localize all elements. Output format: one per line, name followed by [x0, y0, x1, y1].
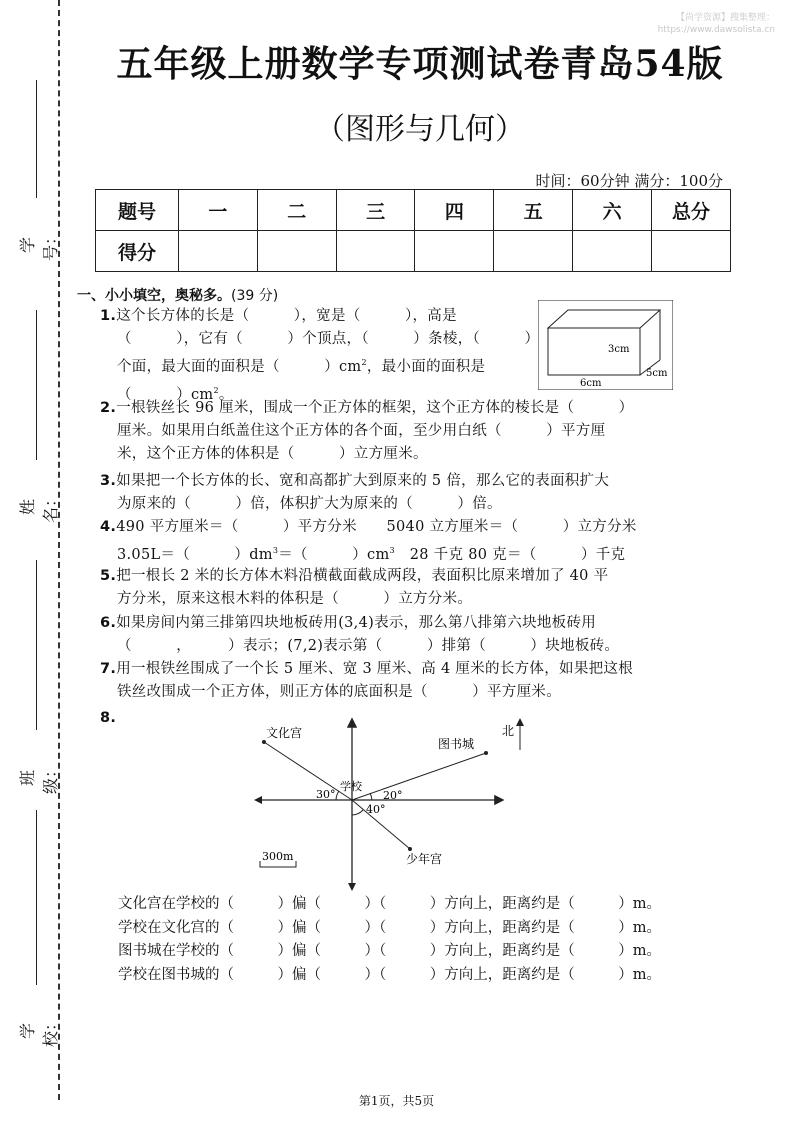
question-6 [100, 612, 619, 658]
scale-label: 300m [262, 850, 294, 863]
q4-line2b: ＝（ ）cm [278, 546, 390, 563]
q8-number: 8. [100, 710, 117, 726]
q8-answer-2: 学校在文化宫的（ ）偏（ ）（ ）方向上，距离约是（ ）m。 [118, 919, 661, 936]
section-1-points: (39 分) [231, 288, 279, 304]
score-col-1: 一 [179, 190, 258, 231]
q8-answer-3: 图书城在学校的（ ）偏（ ）（ ）方向上，距离约是（ ）m。 [118, 943, 661, 959]
arc-20 [370, 793, 372, 800]
cuboid-length-label: 6cm [580, 378, 602, 389]
score-col-6: 六 [573, 190, 652, 231]
score-header-label: 题号 [96, 190, 179, 231]
label-culture-palace: 文化宫 [266, 726, 303, 740]
q1-line4b: 。 [218, 386, 234, 403]
q8-answers [118, 893, 661, 987]
q6-line1: 如果房间内第三排第四块地板砖用(3,4)表示，那么第八排第六块地板砖用 [116, 615, 597, 631]
q5-line2: 方分米，原来这根木料的体积是（ ）立方分米。 [117, 591, 473, 607]
class-label: 班级： [18, 762, 60, 795]
score-col-2: 二 [257, 190, 336, 231]
question-4 [100, 516, 637, 567]
q1-line3b: ，最小面的面积是 [366, 358, 486, 375]
q2-line1: 一根铁丝长 96 厘米，围成一个正方体的框架，这个正方体的棱长是（ ） [116, 400, 634, 416]
score-cell[interactable] [336, 231, 415, 272]
score-cell[interactable] [573, 231, 652, 272]
q2-number: 2. [100, 400, 117, 416]
west-arrowhead [254, 796, 262, 804]
time-info: 时间：60分钟 满分：100分 [535, 172, 723, 190]
score-col-total: 总分 [652, 190, 731, 231]
q1-number: 1. [100, 308, 117, 324]
score-cell[interactable] [494, 231, 573, 272]
score-col-5: 五 [494, 190, 573, 231]
ray-library [352, 753, 486, 800]
question-3 [100, 470, 609, 516]
point-culture-palace [262, 740, 266, 744]
angle-40-label: 40° [366, 803, 386, 816]
q4-sup-1: 3 [272, 546, 279, 555]
name-line [36, 310, 37, 460]
name-label: 姓名： [18, 491, 60, 524]
label-school: 学校 [340, 780, 362, 793]
page-title: 五年级上册数学专项测试卷青岛54版 [116, 43, 724, 85]
question-7 [100, 658, 633, 704]
q6-line2: （ ， ）表示；(7,2)表示第（ ）排第（ ）块地板砖。 [117, 638, 620, 654]
cuboid-figure [538, 300, 673, 390]
q7-number: 7. [100, 661, 117, 677]
q8-answer-4: 学校在图书城的（ ）偏（ ）（ ）方向上，距离约是（ ）m。 [118, 966, 661, 983]
south-arrowhead [348, 883, 356, 891]
score-cell[interactable] [257, 231, 336, 272]
q7-line1: 用一根铁丝围成了一个长 5 厘米、宽 3 厘米、高 4 厘米的长方体，如果把这根 [116, 661, 634, 677]
score-col-3: 三 [336, 190, 415, 231]
section-1-title: 一、小小填空，奥秘多。 [77, 288, 231, 304]
arc-40 [352, 810, 363, 815]
school-label: 学校： [18, 1015, 60, 1048]
north-label: 北 [502, 724, 515, 738]
q2-line3: 米，这个正方体的体积是（ ）立方厘米。 [117, 446, 428, 462]
score-table-score-row [96, 231, 731, 272]
q3-line1: 如果把一个长方体的长、宽和高都扩大到原来的 5 倍，那么它的表面积扩大 [116, 473, 610, 489]
q1-line1: 这个长方体的长是（ ），宽是（ ），高是 [116, 308, 457, 324]
q4-sup-2: 3 [389, 546, 395, 555]
angle-20-label: 20° [383, 789, 403, 802]
score-table-header-row [96, 190, 731, 231]
q1-line2: （ ），它有（ ）个顶点，（ ）条棱，（ ） [117, 331, 540, 347]
watermark-line1: 【尚学资源】搜集整理： [675, 13, 775, 23]
cuboid-width-label: 5cm [646, 368, 668, 379]
q1-sup-1: 2 [361, 358, 367, 367]
score-row-label: 得分 [96, 231, 179, 272]
class-line [36, 560, 37, 730]
arc-30 [336, 791, 339, 800]
score-cell[interactable] [652, 231, 731, 272]
point-library [484, 751, 488, 755]
watermark [658, 12, 775, 36]
page-subtitle: （图形与几何） [315, 112, 525, 147]
student-id-label: 学号： [18, 229, 60, 262]
question-2 [100, 397, 633, 466]
question-8 [100, 707, 116, 730]
q5-line1: 把一根长 2 米的长方体木料沿横截面截成两段，表面积比原来增加了 40 平 [116, 568, 609, 584]
point-youth-palace [408, 847, 412, 851]
question-5 [100, 565, 608, 611]
q4-line2c: 28 千克 80 克＝（ ）千克 [394, 546, 626, 563]
q1-sup-2: 2 [213, 385, 219, 395]
q1-line3a: 个面，最大面的面积是（ ）cm [117, 358, 362, 375]
page-footer: 第1页，共5页 [358, 1094, 435, 1108]
score-cell[interactable] [179, 231, 258, 272]
cut-line [58, 0, 60, 1100]
school-line [36, 810, 37, 985]
q2-line2: 厘米。如果用白纸盖住这个正方体的各个面，至少用白纸（ ）平方厘 [117, 423, 606, 439]
map-figure [240, 715, 540, 893]
q3-number: 3. [100, 473, 117, 489]
q3-line2: 为原来的（ ）倍，体积扩大为原来的（ ）倍。 [117, 496, 502, 512]
q1-line4a: （ ）cm [117, 386, 214, 403]
label-youth-palace: 少年宫 [406, 852, 443, 866]
q5-number: 5. [100, 568, 117, 584]
score-table [95, 189, 731, 272]
watermark-line2: https://www.dawsolista.cn [657, 25, 775, 35]
angle-30-label: 30° [316, 788, 336, 801]
label-library: 图书城 [438, 737, 475, 751]
student-id-line [36, 80, 37, 198]
section-1-heading [77, 285, 278, 305]
q4-number: 4. [100, 519, 117, 535]
q4-line1: 490 平方厘米＝（ ）平方分米 5040 立方厘米＝（ ）立方分米 [116, 519, 637, 535]
q6-number: 6. [100, 615, 117, 631]
cuboid-height-label: 3cm [608, 344, 630, 355]
q8-answer-1: 文化宫在学校的（ ）偏（ ）（ ）方向上，距离约是（ ）m。 [118, 896, 661, 912]
question-1 [100, 305, 539, 407]
q7-line2: 铁丝改围成一个正方体，则正方体的底面积是（ ）平方厘米。 [117, 684, 561, 700]
score-cell[interactable] [415, 231, 494, 272]
score-col-4: 四 [415, 190, 494, 231]
q4-line2a: 3.05L＝（ ）dm [117, 546, 273, 563]
